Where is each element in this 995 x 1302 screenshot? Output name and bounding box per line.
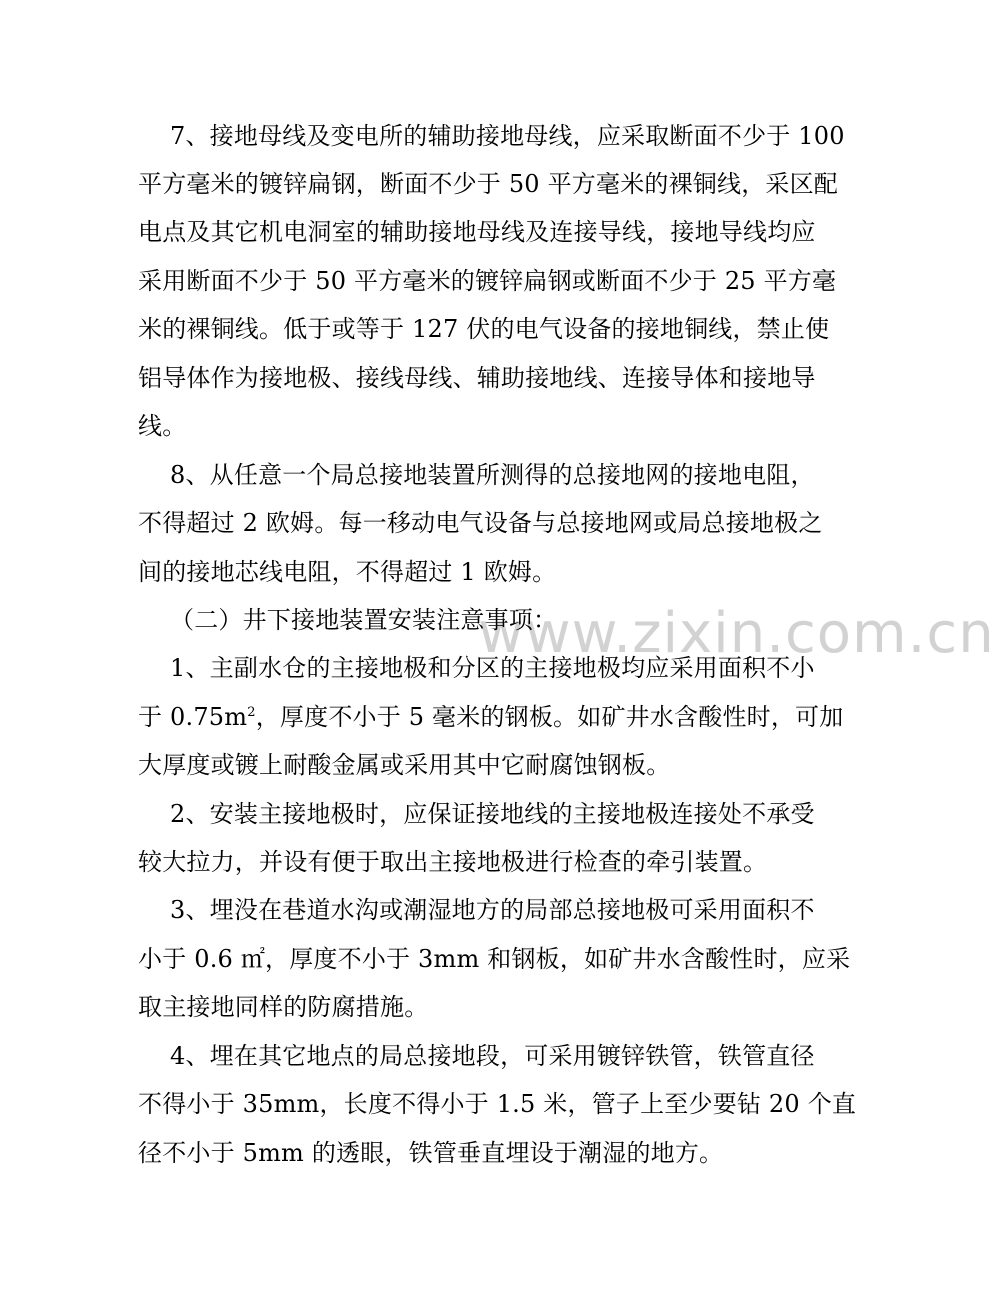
paragraph-8-line-2: 不得超过 2 欧姆。每一移动电气设备与总接地网或局总接地极之	[138, 509, 823, 537]
item-3-line-2-text-a: 小于 0.6 ㎡	[138, 945, 266, 973]
item-1-line-3: 大厚度或镀上耐酸金属或采用其中它耐腐蚀钢板。	[138, 751, 671, 779]
superscript: 2	[247, 705, 256, 720]
paragraph-7-line-1: 7、接地母线及变电所的辅助接地母线，应采取断面不少于 100	[170, 122, 845, 150]
item-2-line-1: 2、安装主接地极时，应保证接地线的主接地极连接处不承受	[170, 800, 815, 828]
item-1-line-2-text-b: ，厚度不小于 5 毫米的钢板。如矿井水含酸性时，可加	[255, 703, 844, 731]
item-1-line-1: 1、主副水仓的主接地极和分区的主接地极均应采用面积不小	[170, 654, 815, 682]
paragraph-7-line-5: 米的裸铜线。低于或等于 127 伏的电气设备的接地铜线，禁止使	[138, 315, 830, 343]
item-1-line-2	[138, 700, 843, 734]
item-4-line-2: 不得小于 35mm，长度不得小于 1.5 米，管子上至少要钻 20 个直	[138, 1090, 857, 1118]
item-3-line-3: 取主接地同样的防腐措施。	[138, 993, 429, 1021]
paragraph-7-line-6: 铝导体作为接地极、接线母线、辅助接地线、连接导体和接地导	[138, 364, 816, 392]
section-heading: （二）井下接地装置安装注意事项：	[170, 606, 558, 634]
paragraph-7-line-2: 平方毫米的镀锌扁钢，断面不少于 50 平方毫米的裸铜线，采区配	[138, 170, 838, 198]
item-1-line-2-text-a: 于 0.75m	[138, 703, 248, 731]
paragraph-8-line-3: 间的接地芯线电阻，不得超过 1 欧姆。	[138, 558, 557, 586]
item-4-line-1: 4、埋在其它地点的局总接地段，可采用镀锌铁管，铁管直径	[170, 1042, 815, 1070]
item-3-line-2-text-b: ，厚度不小于 3mm 和钢板，如矿井水含酸性时，应采	[265, 945, 851, 973]
item-3-line-2	[138, 942, 850, 976]
paragraph-7-line-3: 电点及其它机电洞室的辅助接地母线及连接导线，接地导线均应	[138, 218, 816, 246]
paragraph-7-line-7: 线。	[138, 412, 187, 440]
item-2-line-2: 较大拉力，并设有便于取出主接地极进行检查的牵引装置。	[138, 848, 768, 876]
item-3-line-1: 3、埋没在巷道水沟或潮湿地方的局部总接地极可采用面积不	[170, 896, 815, 924]
paragraph-7-line-4: 采用断面不少于 50 平方毫米的镀锌扁钢或断面不少于 25 平方毫	[138, 267, 837, 295]
paragraph-8-line-1: 8、从任意一个局总接地装置所测得的总接地网的接地电阻，	[170, 461, 815, 489]
watermark: www.zixin.com.cn	[478, 601, 995, 666]
item-4-line-3: 径不小于 5mm 的透眼，铁管垂直埋设于潮湿的地方。	[138, 1139, 724, 1167]
